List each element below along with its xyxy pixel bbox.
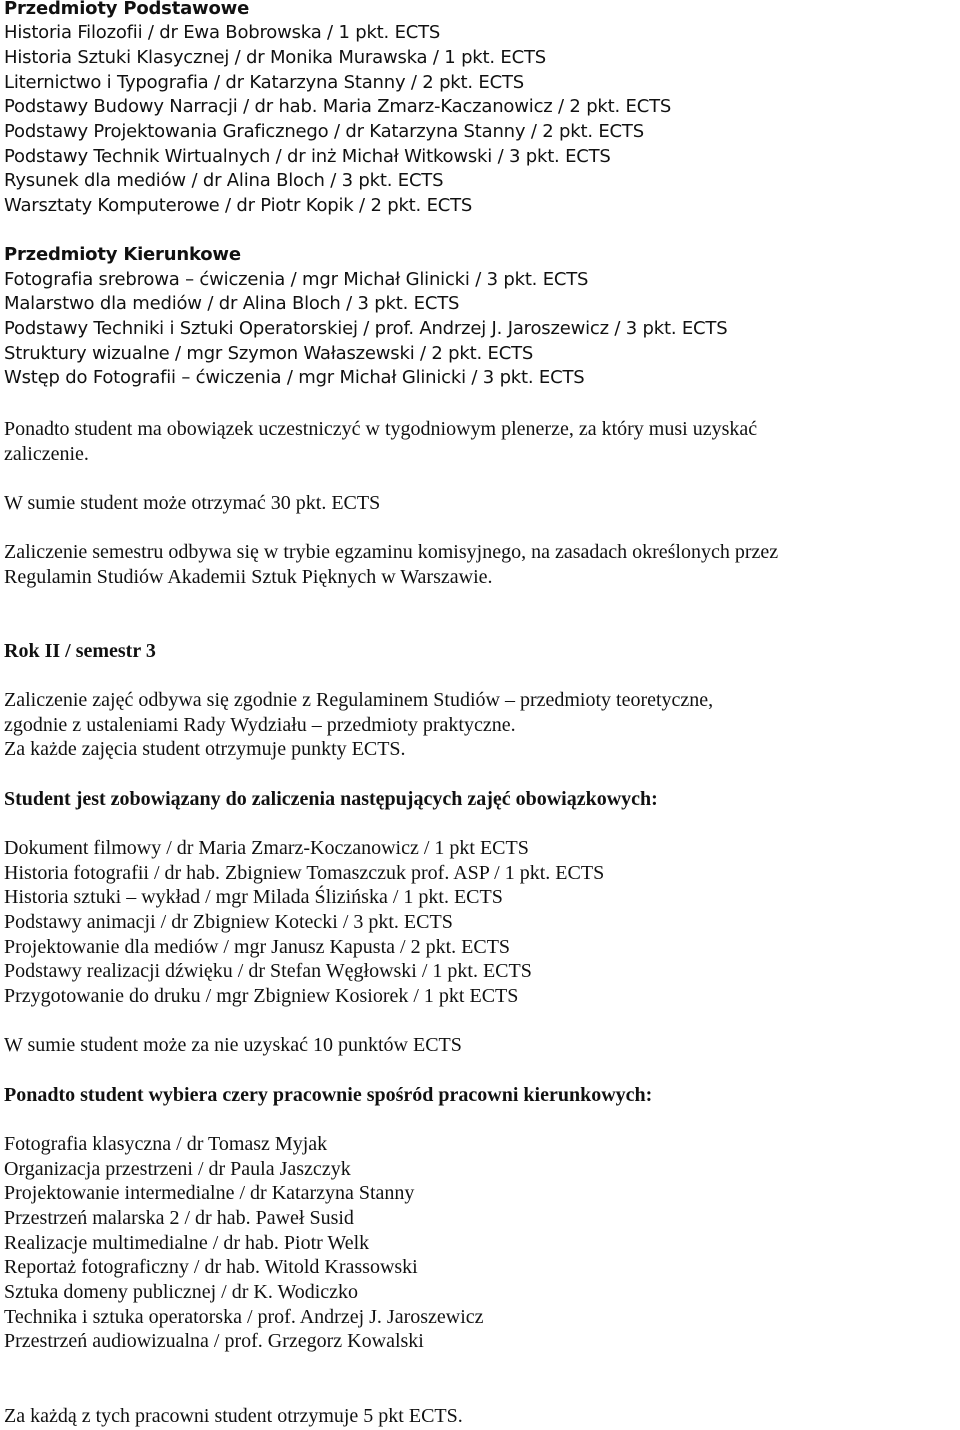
plener-paragraph-line: Ponadto student ma obowiązek uczestniczyć w tygodniowym plenerze, za który musi uzyskać bbox=[4, 418, 758, 440]
year-heading: Rok II / semestr 3 bbox=[4, 640, 156, 662]
studio-line: Sztuka domeny publicznej / dr K. Wodiczko bbox=[4, 1281, 359, 1303]
course-line: Wstęp do Fotografii – ćwiczenia / mgr Michał Glinicki / 3 pkt. ECTS bbox=[4, 367, 585, 388]
studio-line: Organizacja przestrzeni / dr Paula Jaszczyk bbox=[4, 1158, 351, 1180]
studio-line: Reportaż fotograficzny / dr hab. Witold Krassowski bbox=[4, 1256, 418, 1278]
studio-line: Realizacje multimedialne / dr hab. Piotr Welk bbox=[4, 1232, 370, 1254]
course-line: Podstawy Budowy Narracji / dr hab. Maria Zmarz-Kaczanowicz / 2 pkt. ECTS bbox=[4, 96, 672, 117]
course-line: Podstawy Techniki i Sztuki Operatorskiej / prof. Andrzej J. Jaroszewicz / 3 pkt. ECTS bbox=[4, 318, 728, 339]
ects-sum-semester-2: W sumie student może otrzymać 30 pkt. ECTS bbox=[4, 492, 381, 514]
course-line: Historia Sztuki Klasycznej / dr Monika Murawska / 1 pkt. ECTS bbox=[4, 47, 546, 68]
plener-paragraph-line: zaliczenie. bbox=[4, 443, 89, 465]
obligatory-course-line: Projektowanie dla mediów / mgr Janusz Kapusta / 2 pkt. ECTS bbox=[4, 936, 511, 958]
course-line: Struktury wizualne / mgr Szymon Wałaszewski / 2 pkt. ECTS bbox=[4, 343, 534, 364]
course-line: Warsztaty Komputerowe / dr Piotr Kopik / 2 pkt. ECTS bbox=[4, 195, 473, 216]
rules-paragraph-line: Zaliczenie zajęć odbywa się zgodnie z Regulaminem Studiów – przedmioty teoretyczne, bbox=[4, 689, 714, 711]
studio-line: Przestrzeń audiowizualna / prof. Grzegorz Kowalski bbox=[4, 1330, 424, 1352]
obligatory-heading: Student jest zobowiązany do zaliczenia następujących zajęć obowiązkowych: bbox=[4, 788, 658, 810]
closing-note: Za każdą z tych pracowni student otrzymuje 5 pkt ECTS. bbox=[4, 1405, 463, 1427]
course-line: Liternictwo i Typografia / dr Katarzyna Stanny / 2 pkt. ECTS bbox=[4, 72, 524, 93]
section-heading-kierunkowe: Przedmioty Kierunkowe bbox=[4, 244, 241, 265]
course-line: Rysunek dla mediów / dr Alina Bloch / 3 pkt. ECTS bbox=[4, 170, 444, 191]
rules-paragraph-line: Za każde zajęcia student otrzymuje punkty ECTS. bbox=[4, 738, 406, 760]
course-line: Podstawy Technik Wirtualnych / dr inż Michał Witkowski / 3 pkt. ECTS bbox=[4, 146, 611, 167]
zaliczenie-paragraph-line: Zaliczenie semestru odbywa się w trybie egzaminu komisyjnego, na zasadach określonych przez bbox=[4, 541, 779, 563]
section-heading-podstawowe: Przedmioty Podstawowe bbox=[4, 0, 250, 19]
studio-line: Fotografia klasyczna / dr Tomasz Myjak bbox=[4, 1133, 328, 1155]
studios-heading: Ponadto student wybiera czery pracownie spośród pracowni kierunkowych: bbox=[4, 1084, 653, 1106]
obligatory-course-line: Historia fotografii / dr hab. Zbigniew Tomaszczuk prof. ASP / 1 pkt. ECTS bbox=[4, 862, 605, 884]
studio-line: Projektowanie intermedialne / dr Katarzyna Stanny bbox=[4, 1182, 415, 1204]
ects-sum-year-2: W sumie student może za nie uzyskać 10 punktów ECTS bbox=[4, 1034, 462, 1056]
course-line: Malarstwo dla mediów / dr Alina Bloch / 3 pkt. ECTS bbox=[4, 293, 460, 314]
studio-line: Technika i sztuka operatorska / prof. Andrzej J. Jaroszewicz bbox=[4, 1306, 484, 1328]
obligatory-course-line: Przygotowanie do druku / mgr Zbigniew Kosiorek / 1 pkt ECTS bbox=[4, 985, 519, 1007]
zaliczenie-paragraph-line: Regulamin Studiów Akademii Sztuk Pięknych w Warszawie. bbox=[4, 566, 493, 588]
rules-paragraph-line: zgodnie z ustaleniami Rady Wydziału – przedmioty praktyczne. bbox=[4, 714, 516, 736]
obligatory-course-line: Podstawy animacji / dr Zbigniew Kotecki / 3 pkt. ECTS bbox=[4, 911, 453, 933]
course-line: Podstawy Projektowania Graficznego / dr Katarzyna Stanny / 2 pkt. ECTS bbox=[4, 121, 644, 142]
course-line: Fotografia srebrowa – ćwiczenia / mgr Michał Glinicki / 3 pkt. ECTS bbox=[4, 269, 589, 290]
course-line: Historia Filozofii / dr Ewa Bobrowska / 1 pkt. ECTS bbox=[4, 22, 441, 43]
obligatory-course-line: Historia sztuki – wykład / mgr Milada Ślizińska / 1 pkt. ECTS bbox=[4, 886, 503, 908]
obligatory-course-line: Dokument filmowy / dr Maria Zmarz-Koczanowicz / 1 pkt ECTS bbox=[4, 837, 529, 859]
studio-line: Przestrzeń malarska 2 / dr hab. Paweł Susid bbox=[4, 1207, 354, 1229]
obligatory-course-line: Podstawy realizacji dźwięku / dr Stefan Węgłowski / 1 pkt. ECTS bbox=[4, 960, 532, 982]
